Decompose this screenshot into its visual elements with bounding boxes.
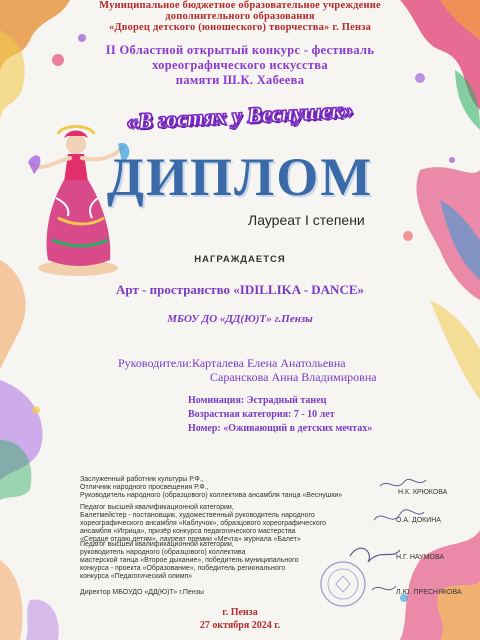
signatory-4-name: Л.Ю. ПРЕСНЯКОВА xyxy=(396,589,462,596)
date: 27 октября 2024 г. xyxy=(199,620,281,631)
signatory-3-title-line: мастерской танца «Второе дыхание», победитель муниципального xyxy=(80,557,299,564)
signatory-3-title-line: конкурса «Педагогический олимп» xyxy=(80,573,193,580)
signatory-2-title-line: ансамбля «Игрица», призёр конкурса педагогического мастерства xyxy=(80,528,296,535)
signatory-3-title-line: Педагог высшей квалификационной категории, xyxy=(80,541,234,548)
age-category: Возрастная категория: 7 - 10 лет xyxy=(188,409,335,420)
signatory-2-title-line: «Сердце отдаю детям», лауреат премии «Мечта» журнала «Балет» xyxy=(80,536,301,543)
signatory-2-title-line: Балетмейстер - постановщик, художественный руководитель народного xyxy=(80,512,315,519)
organization-line-3: «Дворец детского (юношеского) творчества» г. Пенза xyxy=(108,22,372,33)
signatory-2-titles xyxy=(80,504,326,544)
signatory-1-titles xyxy=(80,476,342,500)
leaders-line-2: Саранскова Анна Владимировна xyxy=(210,370,377,384)
laureate-degree: Лауреат I степени xyxy=(248,212,365,228)
signatory-1-title-line: Отличник народного просвещения Р.Ф., xyxy=(80,484,209,491)
signatory-3-title-line: руководитель народного (образцового) коллектива xyxy=(80,549,246,556)
contest-line-3: памяти Ш.К. Хабеева xyxy=(175,73,305,87)
signatory-3-name: Н.Г. НАУМОВА xyxy=(396,554,445,561)
contest-name-banner: «В гостях у Веснушек» xyxy=(126,97,354,134)
signatory-3-titles xyxy=(80,541,298,581)
signatory-4-title-line: Директор МБОУДО «ДД(Ю)Т» г.Пензы xyxy=(80,589,204,596)
signatory-4-titles xyxy=(80,589,204,597)
official-stamp xyxy=(318,560,368,608)
signatory-1-name: Н.К. КРЮКОВА xyxy=(398,489,448,496)
signatory-3-title-line: конкурса - проекта «Образование», победитель регионального xyxy=(80,565,286,572)
signatory-1-title-line: Заслуженный работник культуры Р.Ф., xyxy=(80,476,204,483)
organization-line-2: дополнительного образования xyxy=(165,11,315,22)
awarded-label: НАГРАЖДАЕТСЯ xyxy=(194,254,286,265)
contest-line-2: хореографического искусства xyxy=(152,58,328,72)
awardee-school: МБОУ ДО «ДД(Ю)Т» г.Пензы xyxy=(167,313,313,325)
signatory-1-title-line: Руководитель народного (образцового) коллектива ансамбля танца «Веснушки» xyxy=(80,492,343,499)
contest-line-1: II Областной открытый конкурс - фестиваль xyxy=(105,43,375,57)
signatory-2-name: О.А. ДОКИНА xyxy=(396,517,441,524)
organization-line-1: Муниципальное бюджетное образовательное учреждение xyxy=(99,0,381,11)
signatory-2-title-line: хореографического ансамбля «Каблучок», образцового хореографического xyxy=(80,520,327,527)
awardee-team: Арт - пространство «IDILLIKA - DANCE» xyxy=(116,282,364,297)
performance-number: Номер: «Оживающий в детских мечтах» xyxy=(188,423,373,434)
signatory-2-title-line: Педагог высшей квалификационной категории, xyxy=(80,504,234,511)
city: г. Пенза xyxy=(222,607,258,618)
diploma-title: ДИПЛОМ xyxy=(106,147,374,207)
nomination: Номинация: Эстрадный танец xyxy=(188,395,327,406)
leaders-line-1: Руководители:Карталева Елена Анатольевна xyxy=(118,356,346,370)
